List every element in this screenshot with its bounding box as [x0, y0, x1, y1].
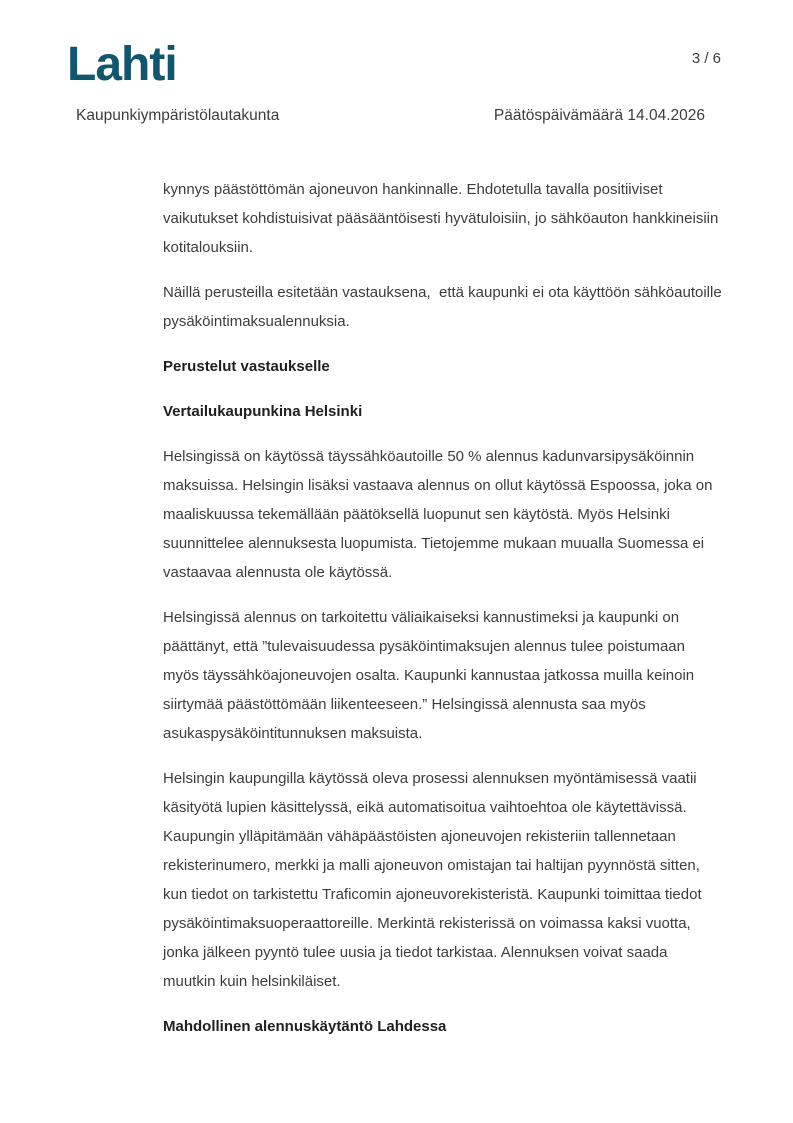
- text-line: Mahdollinen alennuskäytäntö Lahdessa: [163, 1018, 447, 1035]
- heading: [163, 1012, 738, 1041]
- heading: [163, 352, 738, 381]
- text-line: kynnys päästöttömän ajoneuvon hankinnalle. Ehdotetulla tavalla positiiviset: [163, 181, 663, 198]
- text-line: pysäköintimaksualennuksia.: [163, 313, 350, 330]
- text-line: maaliskuussa tekemällään päätöksellä luopunut sen käytöstä. Myös Helsinki: [163, 506, 670, 523]
- text-line: muutkin kuin helsinkiläiset.: [163, 973, 341, 990]
- text-line: kun tiedot on tarkistettu Traficomin ajoneuvorekisteristä. Kaupunki toimittaa tiedot: [163, 886, 702, 903]
- paragraph: [163, 603, 738, 748]
- text-line: jonka jälkeen pyyntö tulee uusia ja tiedot tarkistaa. Alennuksen voivat saada: [163, 944, 668, 961]
- paragraph: [163, 278, 738, 336]
- text-line: vastaavaa alennusta ole käytössä.: [163, 564, 393, 581]
- text-line: asukaspysäköintitunnuksen maksuista.: [163, 725, 423, 742]
- text-line: päättänyt, että ”tulevaisuudessa pysäköintimaksujen alennus tulee poistumaan: [163, 638, 685, 655]
- text-line: myös täyssähköajoneuvojen osalta. Kaupunki kannustaa jatkossa muilla keinoin: [163, 667, 695, 684]
- committee-name: Kaupunkiympäristölautakunta: [76, 107, 280, 124]
- paragraph: [163, 764, 738, 996]
- text-line: rekisterinumero, merkki ja malli ajoneuvon omistajan tai haltijan pyynnöstä sitten,: [163, 857, 700, 874]
- decision-date: Päätöspäivämäärä 14.04.2026: [493, 107, 705, 124]
- text-line: kotitalouksiin.: [163, 239, 254, 256]
- text-line: siirtymää päästöttömään liikenteeseen.” Helsingissä alennusta saa myös: [163, 696, 646, 713]
- document-body: [163, 175, 738, 1057]
- text-line: suunnittelee alennuksesta luopumista. Tietojemme mukaan muualla Suomessa ei: [163, 535, 705, 552]
- text-line: pysäköintimaksuoperaattoreille. Merkintä rekisterissä on voimassa kaksi vuotta,: [163, 915, 691, 932]
- paragraph: [163, 442, 738, 587]
- text-line: Kaupungin ylläpitämään vähäpäästöisten ajoneuvojen rekisteriin tallennetaan: [163, 828, 676, 845]
- lahti-logo: Lahti: [67, 38, 177, 91]
- paragraph: [163, 175, 738, 262]
- text-line: vaikutukset kohdistuisivat pääsääntöisesti hyvätuloisiin, jo sähköauton hankkineisiin: [163, 210, 719, 227]
- document-header: [76, 106, 705, 126]
- heading: [163, 397, 738, 426]
- text-line: Helsingissä alennus on tarkoitettu väliaikaiseksi kannustimeksi ja kaupunki on: [163, 609, 680, 626]
- text-line: Näillä perusteilla esitetään vastauksena, että kaupunki ei ota käyttöön sähköautoille: [163, 284, 722, 301]
- page-number: 3 / 6: [691, 50, 721, 67]
- text-line: Helsingissä on käytössä täyssähköautoille 50 % alennus kadunvarsipysäköinnin: [163, 448, 695, 465]
- text-line: Perustelut vastaukselle: [163, 358, 330, 375]
- text-line: Helsingin kaupungilla käytössä oleva prosessi alennuksen myöntämisessä vaatii: [163, 770, 697, 787]
- text-line: käsityötä lupien käsittelyssä, eikä automatisoitua vaihtoehtoa ole käytettävissä.: [163, 799, 687, 816]
- text-line: Vertailukaupunkina Helsinki: [163, 403, 363, 420]
- text-line: maksuissa. Helsingin lisäksi vastaava alennus on ollut käytössä Espoossa, joka on: [163, 477, 713, 494]
